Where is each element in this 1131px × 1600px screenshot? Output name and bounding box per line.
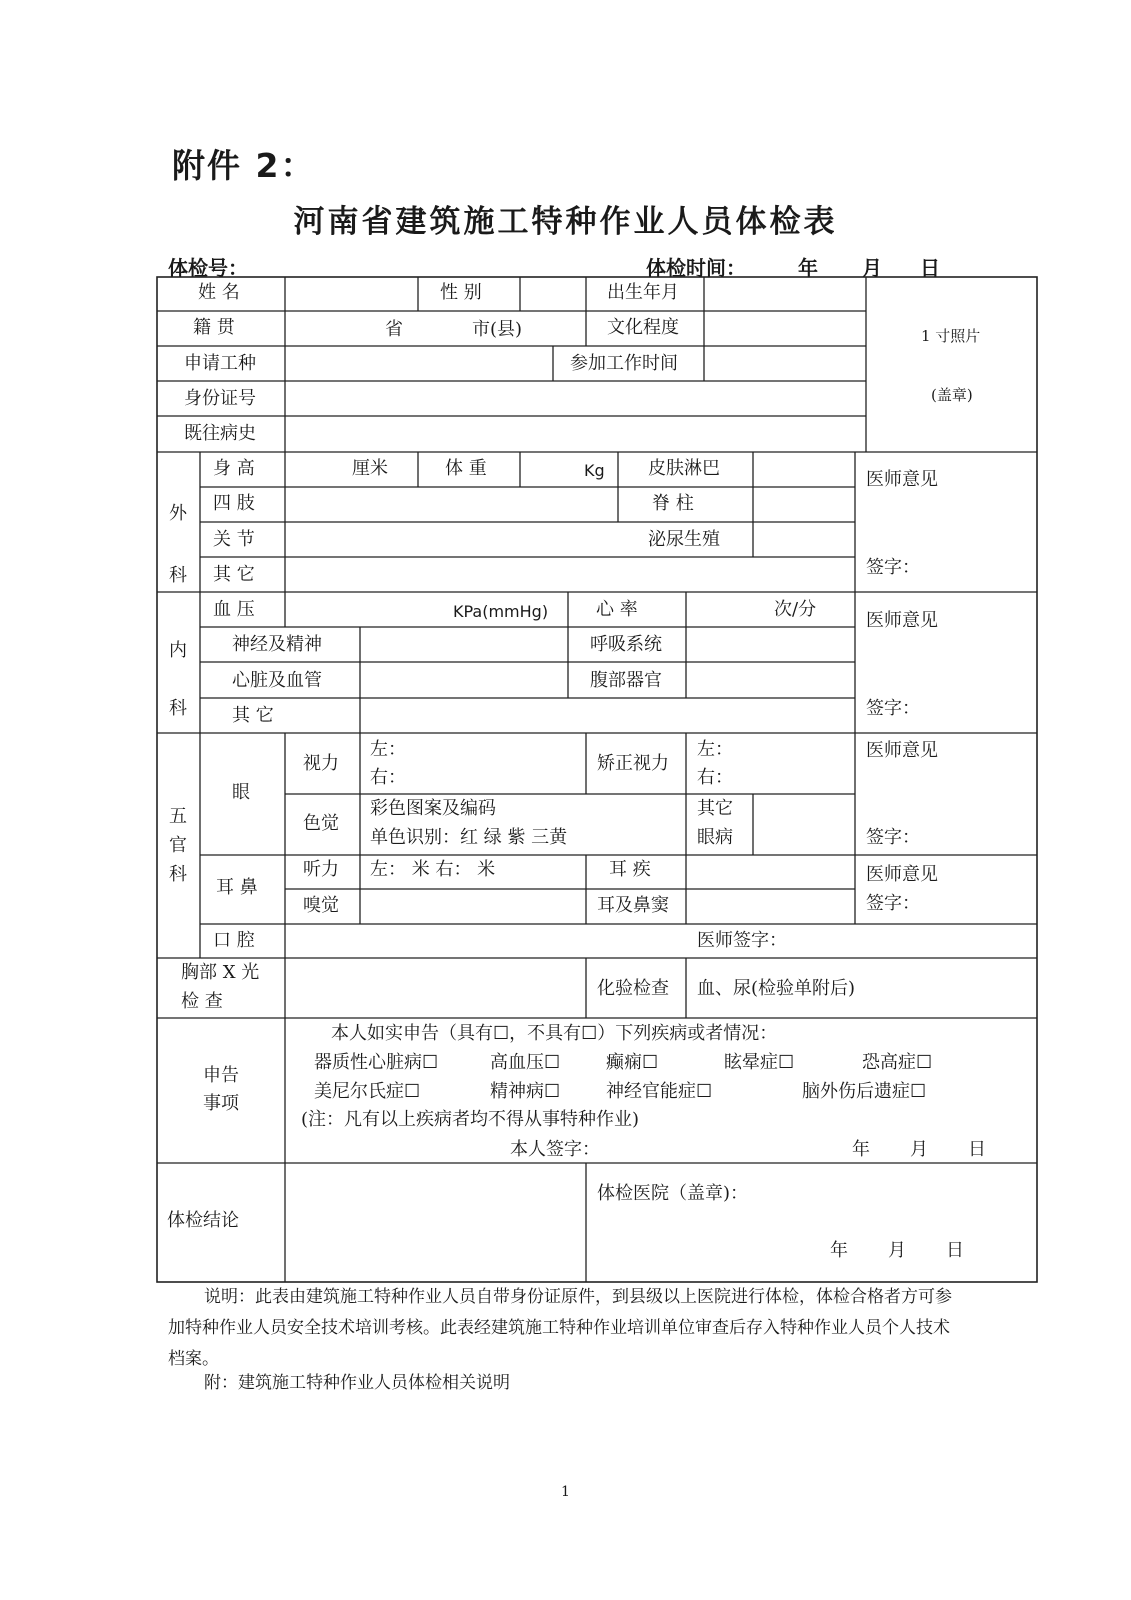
- lab-test-note: 血、尿(检验单附后): [697, 978, 856, 999]
- gender-label: 性 别: [440, 282, 482, 303]
- id-number-label: 身份证号: [184, 388, 256, 409]
- surgery-sign-label: 签字：: [866, 557, 920, 578]
- surgery-section-label: 外科: [169, 503, 187, 586]
- declare-year: 年: [852, 1139, 870, 1160]
- disease-neurosis: 神经官能症☐: [606, 1081, 713, 1102]
- disease-brain-injury: 脑外伤后遗症☐: [802, 1081, 927, 1102]
- city-county-label: 市(县): [472, 319, 523, 340]
- color-vision-label: 色觉: [303, 813, 339, 834]
- declare-label-1: 申告: [203, 1065, 239, 1086]
- declare-day: 日: [968, 1139, 986, 1160]
- joints-label: 关 节: [213, 529, 255, 550]
- surgery-opinion-label: 医师意见: [866, 469, 938, 490]
- weight-label: 体 重: [445, 458, 487, 479]
- birth-label: 出生年月: [607, 282, 679, 303]
- disease-vertigo: 眩晕症☐: [724, 1052, 795, 1073]
- medical-history-label: 既往病史: [184, 423, 256, 444]
- footer-note: 说明：此表由建筑施工特种作业人员自带身份证原件，到县级以上医院进行体检，体检合格者方可参加特种作业人员安全技术培训考核。此表经建筑施工特种作业培训单位审查后存入特种作业人员个人技术档案。: [168, 1287, 952, 1369]
- surgery-other-label: 其 它: [213, 564, 255, 585]
- internal-sign-label: 签字：: [866, 698, 920, 719]
- self-sign-label: 本人签字：: [510, 1139, 600, 1160]
- abdomen-label: 腹部器官: [590, 670, 662, 691]
- chest-xray-label-2: 检 查: [181, 991, 223, 1012]
- eye-opinion-label: 医师意见: [866, 740, 938, 761]
- hearing-label: 听力: [303, 859, 339, 880]
- hospital-seal-label: 体检医院（盖章)：: [597, 1183, 749, 1204]
- exam-time-label: 体检时间：: [646, 256, 746, 280]
- eye-label: 眼: [232, 782, 250, 803]
- education-label: 文化程度: [607, 317, 679, 338]
- hearing-values-label: 左： 米 右： 米: [370, 859, 496, 880]
- declare-note: (注：凡有以上疾病者均不得从事特种作业): [301, 1109, 640, 1130]
- page-number: 1: [561, 1484, 570, 1500]
- disease-hypertension: 高血压☐: [490, 1052, 561, 1073]
- corrected-vision-label: 矫正视力: [597, 753, 669, 774]
- eye-sign-label: 签字：: [866, 827, 920, 848]
- corrected-left-label: 左：: [697, 739, 733, 760]
- disease-psychosis: 精神病☐: [490, 1081, 561, 1102]
- color-pattern-label: 彩色图案及编码: [370, 798, 496, 819]
- corrected-right-label: 右：: [697, 767, 733, 788]
- work-start-label: 参加工作时间: [570, 353, 678, 374]
- limbs-label: 四 肢: [213, 493, 255, 514]
- neuro-label: 神经及精神: [232, 634, 322, 655]
- lab-test-label: 化验检查: [597, 978, 669, 999]
- ent-sign-label: 签字：: [866, 893, 920, 914]
- other-eye-label-1: 其它: [697, 798, 733, 819]
- other-eye-label-2: 眼病: [697, 827, 733, 848]
- form-title: 河南省建筑施工特种作业人员体检表: [293, 204, 838, 240]
- oral-label: 口 腔: [213, 930, 255, 951]
- urogenital-label: 泌尿生殖: [648, 529, 720, 550]
- exam-number-label: 体检号：: [168, 256, 248, 280]
- ent-opinion-label: 医师意见: [866, 864, 938, 885]
- ear-sinus-label: 耳及鼻窦: [597, 895, 669, 916]
- footer-appendix: 附：建筑施工特种作业人员体检相关说明: [204, 1373, 510, 1393]
- disease-acrophobia: 恐高症☐: [862, 1052, 933, 1073]
- respiratory-label: 呼吸系统: [590, 634, 662, 655]
- declare-month: 月: [910, 1139, 928, 1160]
- cm-unit: 厘米: [352, 458, 388, 479]
- blood-pressure-label: 血 压: [213, 599, 255, 620]
- ear-nose-label: 耳 鼻: [216, 877, 258, 898]
- attachment-label: 附件 2：: [172, 146, 316, 185]
- photo-label: 1 寸照片: [921, 327, 981, 345]
- smell-label: 嗅觉: [303, 895, 339, 916]
- disease-meniere: 美尼尔氏症☐: [314, 1081, 421, 1102]
- conclusion-month: 月: [888, 1240, 906, 1261]
- job-type-label: 申请工种: [184, 353, 256, 374]
- exam-day: 日: [920, 256, 940, 280]
- skin-lymph-label: 皮肤淋巴: [648, 458, 720, 479]
- spine-label: 脊 柱: [652, 493, 694, 514]
- kg-unit: Kg: [584, 461, 605, 480]
- heart-rate-label: 心 率: [596, 599, 638, 620]
- vision-label: 视力: [303, 753, 339, 774]
- disease-epilepsy: 癫痫☐: [606, 1052, 659, 1073]
- conclusion-year: 年: [830, 1240, 848, 1261]
- ear-disease-label: 耳 疾: [609, 859, 651, 880]
- height-label: 身 高: [213, 458, 255, 479]
- internal-other-label: 其 它: [232, 705, 274, 726]
- disease-heart: 器质性心脏病☐: [314, 1052, 439, 1073]
- declare-statement: 本人如实申告（具有☐，不具有☐）下列疾病或者情况：: [331, 1023, 778, 1044]
- exam-month: 月: [862, 256, 882, 280]
- declare-label-2: 事项: [203, 1093, 239, 1114]
- internal-section-label: 内科: [169, 640, 187, 719]
- per-minute-unit: 次/分: [774, 599, 817, 620]
- conclusion-day: 日: [946, 1240, 964, 1261]
- mono-color-label: 单色识别：红 绿 紫 三黄: [370, 827, 568, 848]
- conclusion-label: 体检结论: [167, 1210, 239, 1231]
- name-label: 姓 名: [198, 282, 240, 303]
- cardio-label: 心脏及血管: [232, 670, 322, 691]
- internal-opinion-label: 医师意见: [866, 610, 938, 631]
- native-place-label: 籍 贯: [193, 317, 235, 338]
- exam-year: 年: [798, 256, 818, 280]
- vision-right-label: 右：: [370, 767, 406, 788]
- oral-doctor-sign-label: 医师签字：: [697, 930, 787, 951]
- province-label: 省: [385, 319, 403, 340]
- facial-section-label: 五官科: [169, 806, 187, 885]
- vision-left-label: 左：: [370, 739, 406, 760]
- photo-seal-label: (盖章): [931, 386, 973, 404]
- kpa-unit: KPa(mmHg): [453, 602, 549, 621]
- chest-xray-label: 胸部 X 光: [181, 962, 260, 983]
